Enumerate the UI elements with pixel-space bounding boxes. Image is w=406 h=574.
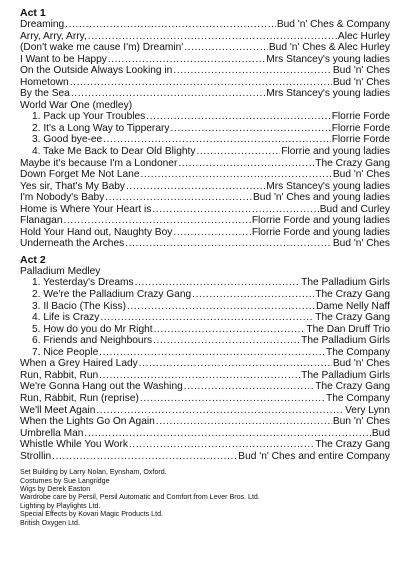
- song-title: Hold Your Hand out, Naughty Boy: [20, 226, 173, 238]
- dot-leader: [170, 123, 330, 135]
- dot-leader: [184, 42, 268, 54]
- song-row: [20, 123, 390, 135]
- song-title: World War One (medley): [20, 99, 133, 111]
- song-title: 5. How do you do Mr Right: [32, 323, 153, 335]
- song-title: Strollin: [20, 450, 52, 462]
- performer: Bud 'n' Ches & Company: [276, 19, 390, 30]
- performer: Bun 'n' Ches: [332, 416, 390, 428]
- song-row: [20, 77, 390, 89]
- performer: Bud 'n' Ches: [332, 76, 390, 88]
- dot-leader: [139, 358, 332, 370]
- credit-line: Wigs by Derek Easton: [20, 485, 91, 494]
- performer: The Dan Druff Trio: [306, 323, 390, 335]
- act-1-title: Act 1: [20, 7, 46, 19]
- performer: Bud 'n' Ches and young ladies: [253, 192, 390, 204]
- dot-leader: [99, 370, 300, 382]
- song-title: I'm Nobody's Baby: [20, 192, 105, 204]
- song-row: [20, 54, 390, 66]
- song-row: [20, 370, 390, 382]
- dot-leader: [196, 146, 280, 158]
- performer: Bud 'n' Ches: [332, 238, 390, 250]
- song-title: By the Sea: [20, 88, 70, 100]
- song-title: We're Gonna Hang out the Washing: [20, 381, 183, 393]
- song-title: I Want to be Happy: [20, 53, 107, 65]
- song-row: [20, 227, 390, 239]
- song-row: [20, 65, 390, 77]
- song-title: Umbrella Man: [20, 427, 84, 439]
- song-title: 7. Nice People: [32, 346, 99, 358]
- song-title: 4. Take Me Back to Dear Old Blighty: [32, 146, 196, 158]
- song-row: [20, 405, 390, 417]
- song-title: 1. Yesterday's Dreams: [32, 277, 134, 289]
- song-row: [20, 181, 390, 193]
- dot-leader: [173, 227, 250, 239]
- song-title: 2. It's a Long Way to Tipperary: [32, 122, 170, 134]
- performer: Florrie Forde and young ladies: [251, 226, 390, 238]
- song-row: [20, 192, 390, 204]
- dot-leader: [126, 181, 265, 193]
- act-2-title: Act 2: [20, 253, 46, 266]
- performer: The Palladium Girls: [301, 369, 390, 381]
- song-row: [20, 381, 390, 393]
- song-title: (Don't wake me cause I'm) Dreamin': [20, 42, 184, 54]
- performer: Bud 'n' Ches: [332, 358, 390, 370]
- credit-line: Lighting by Playlights Ltd.: [20, 501, 101, 510]
- dot-leader: [154, 324, 306, 336]
- song-title: When a Grey Haired Lady: [20, 358, 138, 370]
- performer: Florrie Forde: [331, 122, 390, 134]
- song-title: Underneath the Arches: [20, 238, 125, 250]
- dot-leader: [100, 312, 314, 324]
- song-row: [20, 312, 390, 324]
- dot-leader: [153, 335, 300, 347]
- song-row: [20, 238, 390, 250]
- song-row: [20, 416, 390, 428]
- performer: The Crazy Gang: [315, 381, 390, 393]
- dot-leader: [63, 215, 250, 227]
- song-row: [20, 324, 390, 336]
- dot-leader: [178, 158, 314, 170]
- song-row: [20, 277, 390, 289]
- performer: The Crazy Gang: [315, 157, 390, 169]
- song-title: Whistle While You Work: [20, 439, 128, 451]
- performer: Mrs Stancey's young ladies: [266, 88, 390, 100]
- dot-leader: [103, 134, 330, 146]
- performer: The Crazy Gang: [315, 289, 390, 301]
- song-title: 6. Friends and Neighbours: [32, 335, 153, 347]
- credit-line: British Oxygen Ltd.: [20, 518, 80, 527]
- song-title: Hometown: [20, 76, 69, 88]
- production-credits: [20, 468, 390, 527]
- performer: Dame Nelly Naff: [316, 300, 390, 312]
- performer: The Company: [326, 346, 390, 358]
- song-title: Run, Rabbit, Run (reprise): [20, 392, 139, 404]
- performer: Alec Hurley: [337, 30, 390, 42]
- dot-leader: [125, 238, 332, 250]
- dot-leader: [84, 428, 370, 440]
- dot-leader: [88, 31, 337, 43]
- song-title: 3. Il Bacio (The Kiss): [32, 300, 126, 312]
- performer: Mrs Stancey's young ladies: [266, 180, 390, 192]
- song-title: 3. Good bye-ee: [32, 134, 103, 146]
- song-title: Flanagan: [20, 215, 63, 227]
- dot-leader: [140, 393, 325, 405]
- dot-leader: [105, 192, 252, 204]
- credit-line: Special Effects by Kovari Magic Products Ltd.: [20, 510, 163, 519]
- dot-leader: [152, 204, 318, 216]
- performer: Mrs Stancey's young ladies: [266, 53, 390, 65]
- song-title: 1. Pack up Your Troubles: [32, 111, 146, 123]
- dot-leader: [127, 301, 315, 313]
- song-row: [20, 88, 390, 100]
- credit-line: Set Building by Larry Nolan, Eynsham, Oxford.: [20, 468, 167, 477]
- song-title: Arry, Arry, Arry,: [20, 30, 87, 42]
- song-row: [20, 215, 390, 227]
- song-title: 2. We're the Palladium Crazy Gang: [32, 289, 192, 301]
- credit-line: Costumes by Sue Langridge: [20, 476, 110, 485]
- performer: Bud 'n' Ches: [332, 65, 390, 77]
- song-title: Run, Rabbit, Run: [20, 369, 99, 381]
- performer: The Crazy Gang: [315, 439, 390, 451]
- act-2-list: [20, 266, 390, 462]
- performer: Florrie Forde and young ladies: [251, 215, 390, 227]
- song-row: [20, 428, 390, 440]
- dot-leader: [156, 416, 332, 428]
- medley-heading: [20, 100, 390, 112]
- performer: Bud and Curley: [319, 203, 390, 215]
- dot-leader: [140, 169, 331, 181]
- song-row: [20, 146, 390, 158]
- credit-line: Wardrobe care by Persil, Persil Automatic and Comfort from Lever Bros. Ltd.: [20, 493, 260, 502]
- performer: The Crazy Gang: [315, 312, 390, 324]
- song-row: [20, 42, 390, 54]
- performer: Bud: [371, 427, 390, 439]
- song-row: [20, 393, 390, 405]
- dot-leader: [52, 451, 237, 463]
- song-row: [20, 289, 390, 301]
- performer: Bud 'n' Ches & Alec Hurley: [268, 42, 390, 54]
- performer: Florrie Forde: [331, 134, 390, 146]
- song-row: [20, 204, 390, 216]
- dot-leader: [135, 277, 301, 289]
- performer: The Palladium Girls: [301, 277, 390, 289]
- performer: Very Lynn: [345, 404, 390, 416]
- dot-leader: [129, 439, 314, 451]
- song-row: [20, 451, 390, 463]
- performer: Florrie and young ladies: [281, 146, 390, 158]
- song-title: Down Forget Me Not Lane: [20, 169, 140, 181]
- song-title: When the Lights Go On Again: [20, 416, 155, 428]
- dot-leader: [146, 111, 330, 123]
- song-row: [20, 358, 390, 370]
- performer: The Palladium Girls: [301, 335, 390, 347]
- song-row: [20, 19, 390, 31]
- song-row: [20, 347, 390, 359]
- song-row: [20, 301, 390, 313]
- performer: Bud 'n' Ches and entire Company: [238, 450, 390, 462]
- dot-leader: [96, 405, 344, 417]
- dot-leader: [70, 77, 332, 89]
- song-title: On the Outside Always Looking in: [20, 65, 173, 77]
- medley-heading: [20, 266, 390, 278]
- song-title: 4. Life is Crazy: [32, 312, 100, 324]
- dot-leader: [108, 54, 265, 66]
- song-title: Dreaming: [20, 19, 65, 30]
- song-title: Maybe it's because I'm a Londoner: [20, 157, 178, 169]
- dot-leader: [99, 347, 325, 359]
- song-title: Yes sir, That's My Baby: [20, 180, 125, 192]
- song-row: [20, 31, 390, 43]
- dot-leader: [71, 88, 265, 100]
- performer: Bud 'n' Ches: [332, 169, 390, 181]
- dot-leader: [65, 19, 276, 31]
- act-1-list: [20, 19, 390, 250]
- dot-leader: [192, 289, 314, 301]
- dot-leader: [184, 381, 314, 393]
- song-row: [20, 158, 390, 170]
- song-title: We'll Meet Again: [20, 404, 96, 416]
- song-row: [20, 111, 390, 123]
- song-row: [20, 169, 390, 181]
- performer: Florrie Forde: [331, 111, 390, 123]
- performer: The Company: [326, 392, 390, 404]
- song-row: [20, 134, 390, 146]
- dot-leader: [173, 65, 332, 77]
- song-row: [20, 439, 390, 451]
- song-row: [20, 335, 390, 347]
- song-title: Palladium Medley: [20, 265, 101, 277]
- song-title: Home is Where Your Heart is: [20, 203, 152, 215]
